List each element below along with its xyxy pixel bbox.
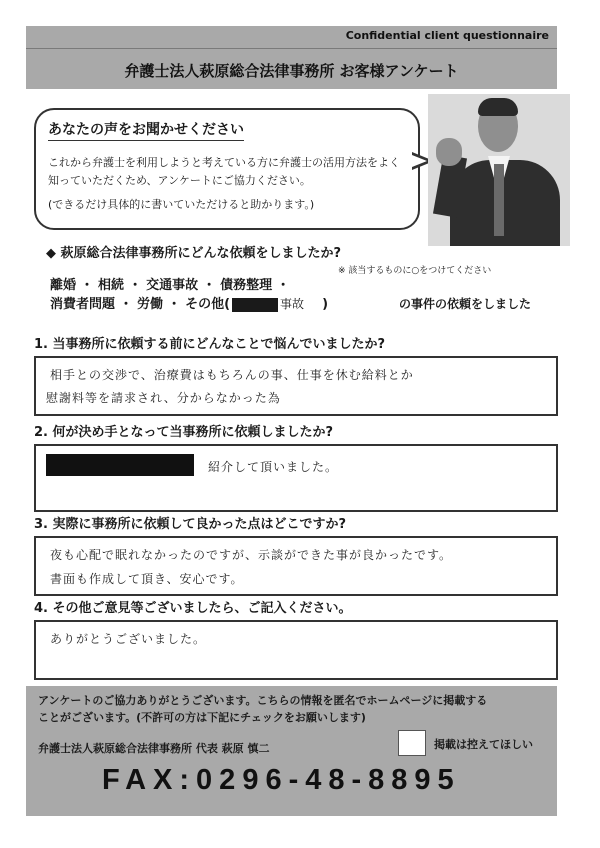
header-subtitle: Confidential client questionnaire <box>345 29 549 42</box>
categories-line2 <box>50 295 328 314</box>
request-type-note: ※ 該当するものに○をつけてください <box>338 266 492 276</box>
header-divider <box>26 48 557 49</box>
categories-line1: 離婚 ・ 相続 ・ 交通事故 ・ 債務整理 ・ <box>50 278 290 293</box>
request-type-tail: の事件の依頼をしました <box>399 297 532 311</box>
lawyer-photo <box>428 94 570 246</box>
answer-box-2[interactable] <box>34 444 558 512</box>
footer-panel <box>26 686 557 816</box>
answer-box-4[interactable] <box>34 620 558 680</box>
redaction-bar <box>232 298 278 312</box>
question-3-heading: 3. 実際に事務所に依頼して良かった点はどこですか? <box>34 517 347 532</box>
photo-hair <box>478 98 518 116</box>
footer-thanks-line2: ことがございます。(不許可の方は下記にチェックをお願いします) <box>38 711 366 724</box>
publish-optout-checkbox[interactable] <box>398 730 426 756</box>
speech-bubble <box>34 108 420 230</box>
answer-box-3[interactable] <box>34 536 558 596</box>
answer-1-line-1: 相手との交渉で、治療費はもちろんの事、仕事を休む給料とか <box>50 368 414 382</box>
publish-optout-label: 掲載は控えてほしい <box>434 738 533 751</box>
photo-fist <box>436 138 462 166</box>
redaction-bar-2 <box>46 454 194 476</box>
request-categories <box>50 276 328 314</box>
request-type-heading: ◆ 萩原総合法律事務所にどんな依頼をしましたか? <box>46 246 342 261</box>
footer-thanks <box>38 692 548 726</box>
categories-line2-prefix: 消費者問題 ・ 労働 ・ その他( <box>50 297 231 312</box>
intro-heading: あなたの声をお聞かせください <box>48 119 244 141</box>
page-title: 弁護士法人萩原総合法律事務所 お客様アンケート <box>124 62 459 80</box>
speech-bubble-tail-inner <box>412 155 427 167</box>
question-2-heading: 2. 何が決め手となって当事務所に依頼しましたか? <box>34 425 334 440</box>
answer-1-line-2: 慰謝料等を請求され、分からなかった為 <box>46 391 281 405</box>
photo-tie <box>494 164 504 236</box>
intro-body: これから弁護士を利用しようと考えている方に弁護士の活用方法をよく知っていただくため、アンケートにご協力ください。 <box>48 156 400 187</box>
answer-2-line-1: 紹介して頂いました。 <box>208 460 339 474</box>
question-4-heading: 4. その他ご意見等ございましたら、ご記入ください。 <box>34 601 352 616</box>
answer-3-line-2: 書面も作成して頂き、安心です。 <box>50 572 244 586</box>
header-banner <box>26 26 557 89</box>
footer-firm: 弁護士法人萩原総合法律事務所 代表 萩原 慎二 <box>38 742 270 755</box>
intro-note: (できるだけ具体的に書いていただけると助かります。) <box>48 198 315 211</box>
footer-thanks-line1: アンケートのご協力ありがとうございます。こちらの情報を匿名でホームページに掲載する <box>38 694 488 707</box>
categories-line2-suffix: ) <box>322 297 329 312</box>
fax-number: FAX:0296-48-8895 <box>102 764 461 796</box>
answer-box-1[interactable] <box>34 356 558 416</box>
answer-3-line-1: 夜も心配で眠れなかったのですが、示談ができた事が良かったです。 <box>50 548 453 562</box>
other-handwritten: 事故 <box>280 297 305 311</box>
question-1-heading: 1. 当事務所に依頼する前にどんなことで悩んでいましたか? <box>34 337 386 352</box>
answer-4-line-1: ありがとうございました。 <box>50 632 207 646</box>
